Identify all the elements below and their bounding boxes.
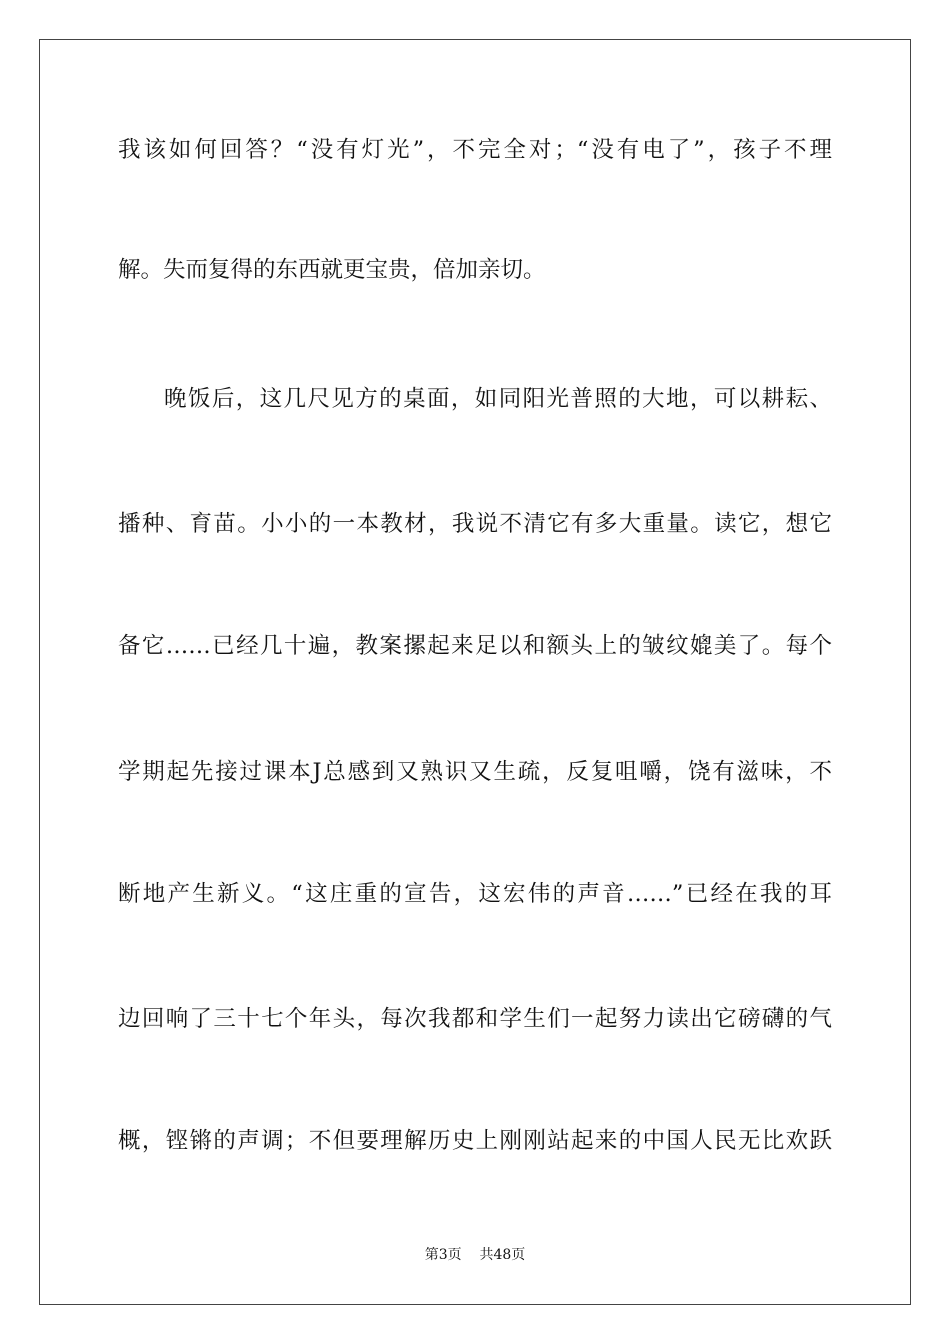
paragraph-line-5: 备它……已经几十遍，教案摞起来足以和额头上的皱纹媲美了。每个: [118, 633, 832, 659]
paragraph-line-6: 学期起先接过课本J总感到又熟识又生疏，反复咀嚼，饶有滋味，不: [118, 759, 832, 785]
paragraph-line-2: 解。失而复得的东西就更宝贵，倍加亲切。: [118, 257, 546, 283]
page-border: [39, 39, 911, 1305]
page-footer: [0, 1246, 950, 1264]
paragraph-line-7: 断地产生新义。“这庄重的宣告，这宏伟的声音……”已经在我的耳: [118, 881, 832, 907]
paragraph-line-3: 晚饭后，这几尺见方的桌面，如同阳光普照的大地，可以耕耘、: [164, 386, 832, 412]
page-total: 共48页: [479, 1247, 526, 1263]
paragraph-line-1: 我该如何回答？“没有灯光”，不完全对；“没有电了”，孩子不理: [118, 137, 832, 163]
paragraph-line-9: 概，铿锵的声调；不但要理解历史上刚刚站起来的中国人民无比欢跃: [118, 1128, 832, 1154]
page-number: 第3页: [424, 1247, 462, 1263]
paragraph-line-8: 边回响了三十七个年头，每次我都和学生们一起努力读出它磅礴的气: [118, 1006, 832, 1032]
paragraph-line-4: 播种、育苗。小小的一本教材，我说不清它有多大重量。读它，想它: [118, 511, 832, 537]
